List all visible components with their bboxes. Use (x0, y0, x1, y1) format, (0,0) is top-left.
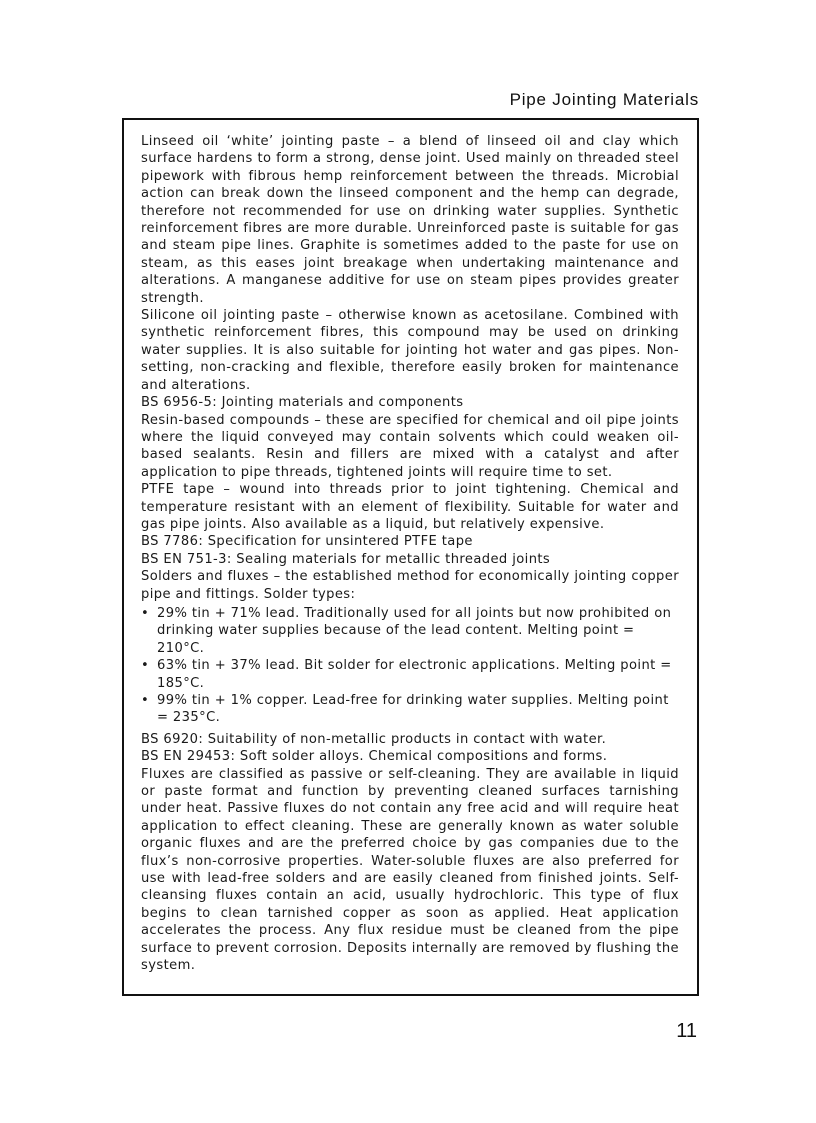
list-item (141, 657, 679, 692)
solder-type-text: 63% tin + 37% lead. Bit solder for electronic applications. Melting point = 185°C. (157, 658, 672, 691)
standard-bs-en-751-3: BS EN 751-3: Sealing materials for metallic threaded joints (141, 551, 551, 567)
list-item (141, 692, 679, 727)
content-box (122, 118, 699, 996)
standard-bs-6956-5: BS 6956-5: Jointing materials and components (141, 395, 464, 411)
list-item (141, 605, 679, 657)
ptfe-tape-paragraph: PTFE tape – wound into threads prior to joint tightening. Chemical and temperature resistant with an element of flexibility. Suitable for water and gas pipe joints. Also available as a liquid, but relatively expensive. (141, 482, 679, 532)
standard-bs-6920: BS 6920: Suitability of non-metallic products in contact with water. (141, 731, 607, 747)
bullet-icon: • (141, 693, 150, 708)
silicone-paste-paragraph: Silicone oil jointing paste – otherwise known as acetosilane. Combined with synthetic reinforcement fibres, this compound may be used on drinking water supplies. It is also suitable for jointing hot water and gas pipes. Non-setting, non-cracking and flexible, therefore easily broken for maintenance and alterations. (141, 308, 679, 393)
standard-bs-en-29453: BS EN 29453: Soft solder alloys. Chemical compositions and forms. (141, 749, 608, 765)
linseed-paste-paragraph: Linseed oil ‘white’ jointing paste – a blend of linseed oil and clay which surface hardens to form a strong, dense joint. Used mainly on threaded steel pipework with fibrous hemp reinforcement between the threads. Microbial action can break down the linseed component and the hemp can degrade, therefore not recommended for use on drinking water supplies. Synthetic reinforcement fibres are more durable. Unreinforced paste is suitable for gas and steam pipe lines. Graphite is sometimes added to the paste for use on steam, as this eases joint breakage when undertaking maintenance and alterations. A manganese additive for use on steam pipes provides greater strength. (141, 134, 679, 306)
solder-types-list (141, 605, 679, 727)
page-number: 11 (676, 1020, 697, 1042)
bullet-icon: • (141, 658, 150, 674)
page-header-title: Pipe Jointing Materials (509, 90, 699, 109)
resin-compounds-paragraph: Resin-based compounds – these are specified for chemical and oil pipe joints where the liquid conveyed may contain solvents which could weaken oil-based sealants. Resin and fillers are mixed with a catalyst and after application to pipe threads, tightened joints will require time to set. (141, 412, 679, 480)
solder-type-text: 99% tin + 1% copper. Lead-free for drinking water supplies. Melting point = 235°C. (157, 693, 669, 726)
solder-type-text: 29% tin + 71% lead. Traditionally used for all joints but now prohibited on drinking water supplies because of the lead content. Melting point = 210°C. (157, 605, 672, 656)
solders-fluxes-paragraph: Solders and fluxes – the established method for economically jointing copper pipe and fittings. Solder types: (141, 569, 679, 602)
standard-bs-7786: BS 7786: Specification for unsintered PTFE tape (141, 534, 473, 550)
bullet-icon: • (141, 605, 150, 621)
fluxes-paragraph: Fluxes are classified as passive or self-cleaning. They are available in liquid or paste format and function by preventing cleaned surfaces tarnishing under heat. Passive fluxes do not contain any free acid and will require heat application to effect cleaning. These are generally known as water soluble organic fluxes and are the preferred choice by gas companies due to the flux’s non-corrosive properties. Water-soluble fluxes are also preferred for use with lead-free solders and are easily cleaned from finished joints. Self-cleansing fluxes contain an acid, usually hydrochloric. This type of flux begins to clean tarnished copper as soon as applied. Heat application accelerates the process. Any flux residue must be cleaned from the pipe surface to prevent corrosion. Deposits internally are removed by flushing the system. (141, 766, 679, 974)
